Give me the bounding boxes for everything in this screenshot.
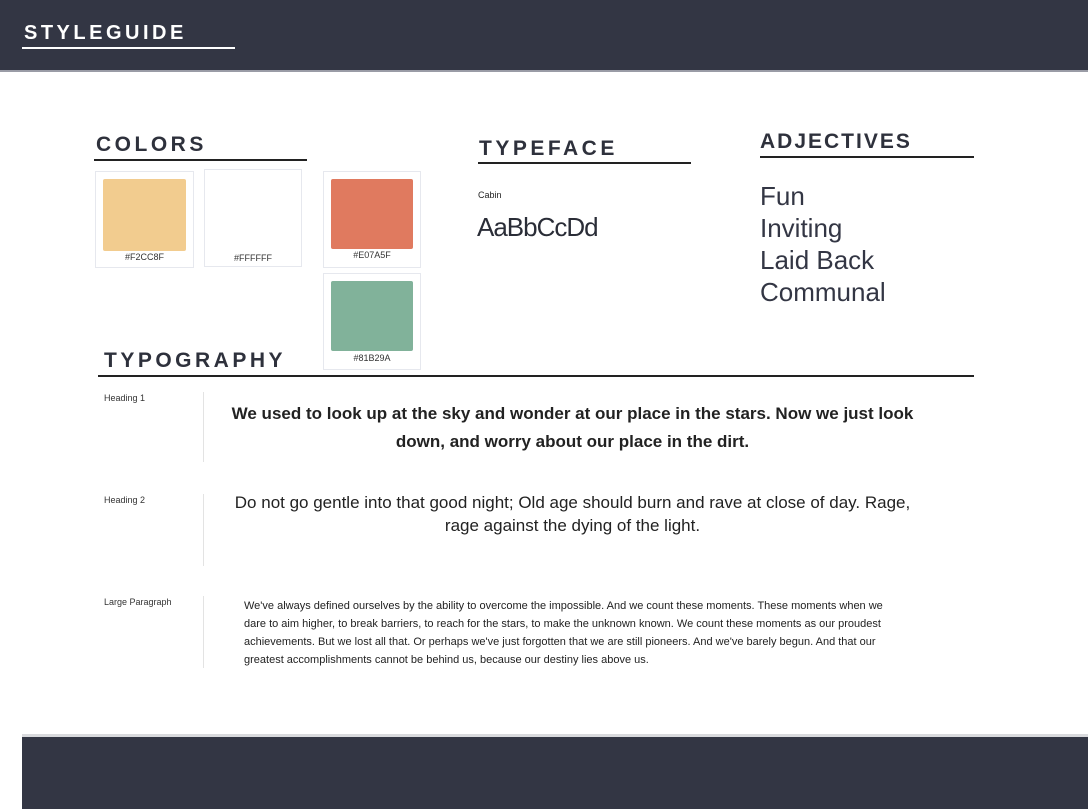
color-swatch [95, 171, 194, 268]
paragraph-sample: We've always defined ourselves by the ability to overcome the impossible. And we count these moments. These moments when we dare to aim higher, to break barriers, to reach for the stars, to make the unknown known. We count these moments as our proudest achievements. But we lost all that. Or perhaps we've just forgotten that we are still pioneers. And we've barely begun. And that our greatest accomplishments cannot be behind us, because our destiny lies above us. [244, 600, 883, 666]
adjectives-list [760, 180, 886, 308]
color-swatch [204, 169, 302, 267]
title-underline [22, 47, 235, 49]
colors-rule [94, 159, 307, 161]
adjectives-rule [760, 156, 974, 158]
typeface-heading: TYPEFACE [479, 137, 618, 160]
adjective-item: Fun [760, 181, 805, 211]
divider [203, 392, 204, 462]
swatch-code: #FFFFFF [234, 253, 272, 263]
adjective-item: Inviting [760, 213, 843, 243]
font-name: Cabin [478, 190, 502, 200]
page-title: STYLEGUIDE [24, 22, 187, 44]
typeface-rule [478, 162, 691, 164]
divider [203, 494, 204, 566]
swatch-fill [331, 281, 413, 351]
swatch-fill [331, 179, 413, 249]
swatch-fill [103, 179, 186, 251]
divider [203, 596, 204, 668]
adjectives-heading: ADJECTIVES [760, 130, 912, 153]
typography-heading: TYPOGRAPHY [104, 349, 287, 372]
heading2-sample: Do not go gentle into that good night; Old age should burn and rave at close of day. Rage, rage against the dying of the light. [234, 493, 911, 535]
font-sample: AaBbCcDd [477, 212, 598, 242]
paragraph-label: Large Paragraph [104, 597, 172, 607]
swatch-code: #E07A5F [353, 250, 391, 260]
color-swatch [323, 171, 421, 268]
swatch-code: #81B29A [353, 353, 391, 363]
swatch-code: #F2CC8F [124, 252, 164, 262]
heading1-label: Heading 1 [104, 393, 146, 403]
header-bar [0, 0, 1088, 72]
heading1-sample: We used to look up at the sky and wonder at our place in the stars. Now we just look down, and worry about our place in the dirt. [231, 404, 914, 451]
adjective-item: Communal [760, 277, 886, 307]
colors-heading: COLORS [96, 133, 207, 156]
heading2-label: Heading 2 [104, 495, 146, 505]
typography-rule [98, 375, 974, 377]
adjective-item: Laid Back [760, 245, 875, 275]
footer-bar [22, 734, 1088, 809]
color-swatch [323, 273, 421, 370]
